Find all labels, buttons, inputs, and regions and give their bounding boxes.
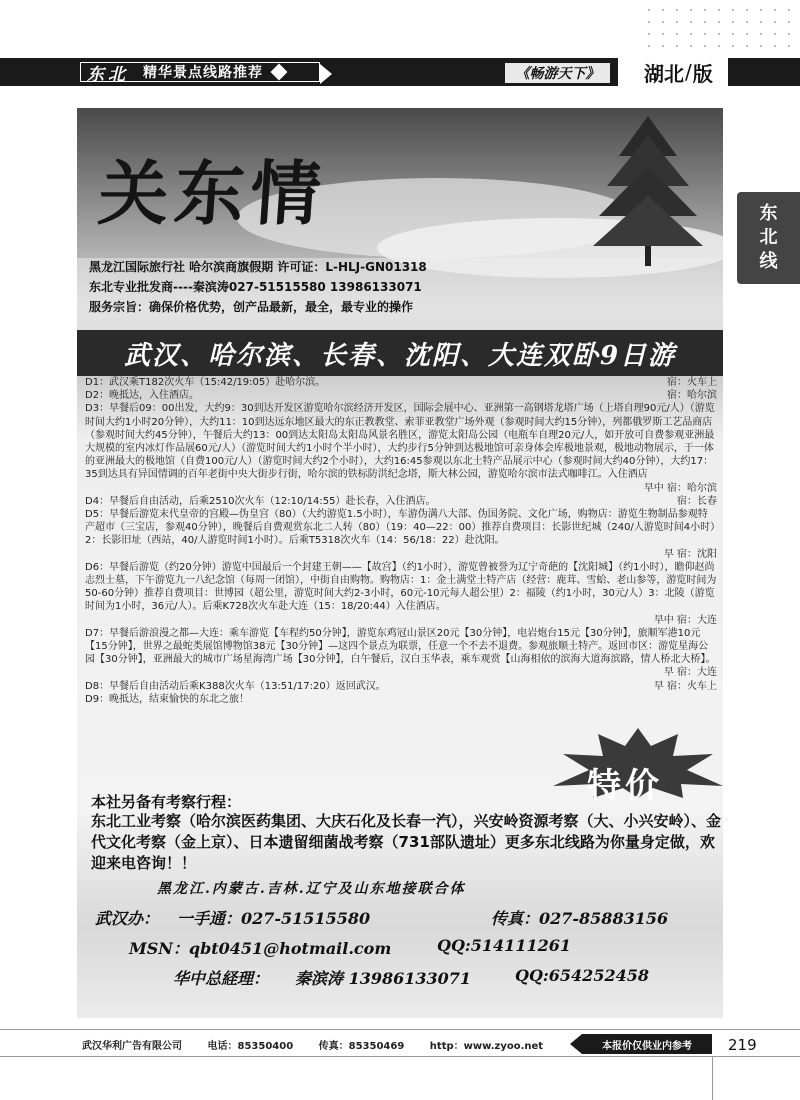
footer-company: 武汉华利广告有限公司 xyxy=(82,1041,182,1052)
footer-phone: 电话：85350400 xyxy=(207,1041,294,1052)
itinerary-meals: 早中 宿：哈尔滨 xyxy=(643,482,717,494)
footer-bottom-divider xyxy=(0,1056,800,1057)
itinerary-meals: 早 宿：沈阳 xyxy=(663,548,717,560)
manager-label: 华中总経理： xyxy=(173,969,270,988)
route-banner: 武汉、哈尔滨、长春、沈阳、大连双卧9日游 xyxy=(77,330,723,376)
itinerary-text: D2：晚抵达，入住酒店。 xyxy=(85,390,200,402)
extra-tours-body: 东北工业考察（哈尔滨医药集团、大庆石化及长春一汽），兴安岭资源考察（大、小兴安岭）、金代文化考察（金上京）、日本遗留细菌战考察（731部队遗址）更多东北线路为你量身定做，欢迎来电咨询！！ xyxy=(91,812,722,872)
reference-note: 本报价仅供业内参考 xyxy=(582,1034,712,1054)
ad-panel xyxy=(77,108,723,1018)
extra-tours-title: 本社另备有考察行程： xyxy=(91,793,242,811)
footer-url: http：www.zyoo.net xyxy=(429,1041,544,1052)
footer-divider xyxy=(0,1029,800,1030)
diamond-icon xyxy=(271,64,288,81)
itinerary-text: D5：早餐后游览末代皇帝的宫殿—伪皇宫（80）（大约游览1.5小时），车游伪满八大部、伪国务院、文化广场，购物店：游览生物制品参观特产超市（三宝店，参观40分钟），晚餐后自费观赏东北二人转（80）（19：40—22：00）推荐自费项目：长影世纪城（240/人游览时间4小时）2：长影旧址（西站，40/人游览时间1小时）。后乘T5318次火车（14：56/18：22）赴沈阳。 xyxy=(85,509,716,547)
itinerary-list xyxy=(85,376,717,706)
itinerary-text: D4：早餐后自由活动，后乘2510次火车（12:10/14:55）赴长春，入住酒店。 xyxy=(85,495,436,507)
wuhan-phone: 一手通：027-51515580 xyxy=(177,909,371,928)
page-number: 219 xyxy=(728,1036,757,1054)
itinerary-text: D9：晚抵达，结束愉快的东北之旅！ xyxy=(85,693,250,705)
header-brand: 东北 xyxy=(87,64,129,85)
dealer-line: 东北专业批发商----秦滨涛027-51515580 13986133071 xyxy=(89,280,422,294)
itinerary-meals: 早中 宿：大连 xyxy=(653,614,717,626)
fax-number: 传真：027-85883156 xyxy=(491,909,669,928)
itinerary-text: D1：武汉乘T182次火车（15:42/19:05）赴哈尔滨。 xyxy=(85,377,326,388)
side-tab-char: 线 xyxy=(759,251,778,272)
qq-contact-2: QQ:654252458 xyxy=(515,966,649,985)
itinerary-meals: 宿：火车上 xyxy=(667,377,717,388)
wuhan-office-label: 武汉办： xyxy=(95,909,160,928)
itinerary-meals xyxy=(709,693,717,706)
itinerary-day xyxy=(85,627,717,680)
itinerary-day xyxy=(85,693,717,706)
arrow-right-icon xyxy=(320,64,332,84)
edition-region: 湖北 xyxy=(644,61,684,86)
itinerary-meals: 早 宿：大连 xyxy=(663,667,717,679)
side-tab-northeast xyxy=(737,192,800,284)
side-tab-char: 东 xyxy=(759,203,778,224)
manager-phone: 秦滨涛 13986133071 xyxy=(295,969,472,988)
side-tab-char: 北 xyxy=(759,227,778,248)
alliance-line: 黑龙江.内蒙古.吉林.辽宁及山东地接联合体 xyxy=(157,881,466,897)
itinerary-text: D3：早餐后09：00出发，大约9：30到达开发区游览哈尔滨经济开发区，国际会展中心、亚洲第一高钢塔龙塔广场（上塔自理90元/人）（游览时间大约1小时20分钟），大约11：10到达远东地区最大的东正教教堂、索菲亚教堂广场外观（参观时间大约15分钟），列都俄罗斯工艺品商店（参观时间大约45分钟），午餐后大约13：00到达太阳岛太阳岛风景名胜区，游览太阳岛公园（电瓶车自理20元/人，如开放可自费参观亚洲最大规模的室内冰灯作品展60元/人）（游览时间大约1小时个半小时），大约步行5分钟到达极地馆可亲身体会库极地景观，极地动物展示，于一体的亚洲最大的极地馆（自费100元/人）（游览时间大约2个小时），大约16:45参观以东北土特产品展示中心（参观时间大约40分钟），大约17：35到达具有异国情调的百年老街中央大街步行街，哈尔滨的铁标防洪纪念塔，斯大林公园，游览哈尔滨市法式咖啡江。入住酒店 xyxy=(85,403,715,481)
itinerary-text: D7：早餐后游浪漫之都—大连：乘车游览【车程约50分钟】，游览东鸡冠山景区20元【30分钟】，电岩炮台15元【30分钟】，旅顺军港10元【15分钟】，世界之最蛇类展馆博物馆38元【30分钟】—这四个景点为联票，任意一个不去不退费。参观旅顺土特产。返回市区：游览星海公园【30分钟】，亚洲最大的城市广场星海湾广场【30分钟】，白午餐后，汉白玉华表，乘车观赏【山海相依的滨海大道海滨路，情人桥北大桥】。 xyxy=(85,627,716,666)
itinerary-day xyxy=(85,680,717,693)
itinerary-text: D8：早餐后自由活动后乘K388次火车（13:51/17:20）返回武汉。 xyxy=(85,680,386,692)
contact-block xyxy=(77,868,723,1018)
itinerary-day xyxy=(85,561,717,627)
hero-title: 关东情 xyxy=(95,153,330,235)
header-section-label xyxy=(80,62,320,85)
arrow-left-icon xyxy=(570,1034,582,1054)
itinerary-day xyxy=(85,389,717,402)
magazine-name: 《畅游天下》 xyxy=(505,63,610,83)
edition-suffix: 版 xyxy=(692,61,713,86)
itinerary-meals: 宿：哈尔滨 xyxy=(667,390,717,402)
corner-dot-pattern xyxy=(642,4,792,52)
itinerary-text: D6：早餐后游览（约20分钟）游览中国最后一个封建王朝——【故宫】（约1小时），游览曾被誉为辽宁奇葩的【沈阳城】（约1小时），瞻仰赵尚志烈士墓，下午游览九一八纪念馆（每周一闭馆），中街自由购物。购物店：1：金土满堂土特产店（经营：鹿茸、雪蛤、老山参等，游览时间为50-60分钟）推荐自费项目：世博园（超公里，游览时间大约2-3小时，60元-10元每人超公里）2：福陵（约1小时，30元/人）3：北陵（游览时间为1小时，36元/人）。后乘K728次火车赴大连（15：18/20:44）入住酒店。 xyxy=(85,561,717,613)
footer-info xyxy=(82,1037,565,1052)
agency-line: 黑龙江国际旅行社 哈尔滨商旗假期 许可证：L-HLJ-GN01318 xyxy=(89,260,427,274)
special-price-label: 特价 xyxy=(587,766,663,806)
footer-fax: 传真：85350469 xyxy=(318,1041,405,1052)
mission-line: 服务宗旨：确保价格优势，创产品最新，最全，最专业的操作 xyxy=(89,300,414,314)
msn-contact: MSN：qbt0451@hotmail.com xyxy=(129,939,392,958)
qq-contact-1: QQ:514111261 xyxy=(437,936,571,955)
header-title: 精华景点线路推荐 xyxy=(143,65,263,81)
itinerary-day xyxy=(85,402,717,494)
itinerary-day xyxy=(85,508,717,561)
itinerary-day xyxy=(85,376,717,389)
itinerary-meals: 宿：长春 xyxy=(677,495,717,507)
pine-tree-icon xyxy=(589,116,709,266)
edition-label: 湖北 / 版 xyxy=(618,58,728,86)
itinerary-day xyxy=(85,495,717,508)
itinerary-meals: 早 宿：火车上 xyxy=(653,680,717,692)
margin-rule xyxy=(712,1056,713,1100)
